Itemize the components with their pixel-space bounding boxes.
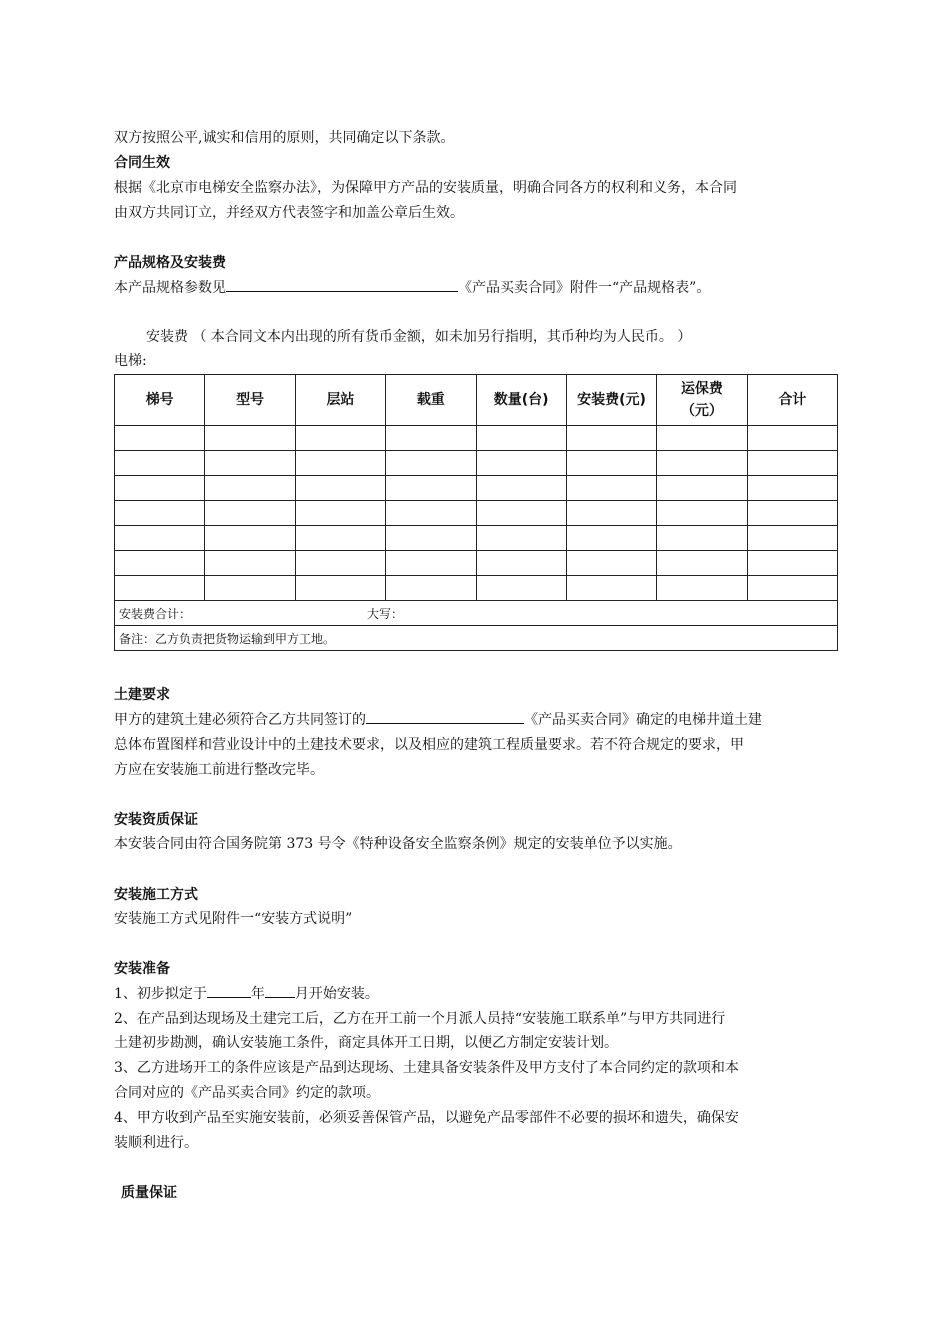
table-cell[interactable] bbox=[747, 501, 837, 526]
elevator-label: 电梯: bbox=[114, 353, 147, 369]
table-row bbox=[115, 551, 838, 576]
header-text: 数量(台) bbox=[493, 392, 549, 408]
table-cell[interactable] bbox=[205, 451, 295, 476]
qualification-line-1: 本安装合同由符合国务院第 373 号令《特种设备安全监察条例》规定的安装单位予以实施。 bbox=[114, 836, 682, 852]
header-text: 合计 bbox=[778, 392, 807, 408]
table-cell[interactable] bbox=[476, 526, 566, 551]
col-header-elevator-no bbox=[115, 375, 205, 426]
table-cell[interactable] bbox=[295, 426, 385, 451]
table-cell[interactable] bbox=[386, 426, 476, 451]
table-cell[interactable] bbox=[747, 476, 837, 501]
prep-item-2-line-2: 土建初步勘测，确认安装施工条件，商定具体开工日期，以便乙方制定安装计划。 bbox=[114, 1035, 618, 1051]
table-cell[interactable] bbox=[295, 526, 385, 551]
table-cell[interactable] bbox=[657, 576, 747, 601]
table-cell[interactable] bbox=[657, 526, 747, 551]
installation-fee-table bbox=[114, 374, 838, 651]
section-title-qualification: 安装资质保证 bbox=[114, 812, 198, 828]
prep-item-1-suffix: 月开始安装。 bbox=[294, 986, 379, 1002]
table-cell[interactable] bbox=[115, 451, 205, 476]
header-text: 载重 bbox=[416, 392, 445, 408]
table-row bbox=[115, 526, 838, 551]
table-cell[interactable] bbox=[115, 526, 205, 551]
table-cell[interactable] bbox=[295, 451, 385, 476]
table-cell[interactable] bbox=[386, 476, 476, 501]
table-cell[interactable] bbox=[747, 551, 837, 576]
table-row bbox=[115, 451, 838, 476]
table-cell[interactable] bbox=[295, 501, 385, 526]
civil-prefix: 甲方的建筑土建必须符合乙方共同签订的 bbox=[114, 712, 366, 728]
col-header-floors bbox=[295, 375, 385, 426]
table-cell[interactable] bbox=[476, 451, 566, 476]
table-cell[interactable] bbox=[476, 476, 566, 501]
table-cell[interactable] bbox=[566, 551, 656, 576]
table-cell[interactable] bbox=[476, 576, 566, 601]
table-cell[interactable] bbox=[386, 526, 476, 551]
table-cell[interactable] bbox=[747, 451, 837, 476]
section-title-spec-fee: 产品规格及安装费 bbox=[114, 255, 226, 271]
section-title-install-method: 安装施工方式 bbox=[114, 887, 198, 903]
table-cell[interactable] bbox=[566, 426, 656, 451]
table-cell[interactable] bbox=[386, 501, 476, 526]
table-cell[interactable] bbox=[657, 501, 747, 526]
table-cell[interactable] bbox=[115, 551, 205, 576]
table-cell[interactable] bbox=[205, 426, 295, 451]
col-header-transport-fee bbox=[657, 375, 747, 426]
intro-paragraph: 双方按照公平,诚实和信用的原则，共同确定以下条款。 bbox=[114, 130, 455, 146]
col-header-model bbox=[205, 375, 295, 426]
col-header-total bbox=[747, 375, 837, 426]
table-cell[interactable] bbox=[115, 426, 205, 451]
header-text: 运保费 bbox=[680, 381, 723, 397]
prep-item-2-line-1: 2、在产品到达现场及土建完工后，乙方在开工前一个月派人员持“安装施工联系单”与甲方共同进行 bbox=[114, 1011, 726, 1027]
header-text: 层站 bbox=[326, 392, 355, 408]
table-row bbox=[115, 426, 838, 451]
table-row bbox=[115, 476, 838, 501]
table-cell[interactable] bbox=[205, 551, 295, 576]
table-cell[interactable] bbox=[115, 501, 205, 526]
year-blank-field[interactable] bbox=[207, 982, 251, 998]
table-header-row bbox=[115, 375, 838, 426]
prep-item-4-line-2: 装顺利进行。 bbox=[114, 1135, 198, 1151]
spec-suffix: 《产品买卖合同》附件一“产品规格表”。 bbox=[458, 280, 711, 296]
civil-works-line-3: 方应在安装施工前进行整改完毕。 bbox=[114, 762, 324, 778]
table-cell[interactable] bbox=[476, 551, 566, 576]
contract-effect-line-2: 由双方共同订立，并经双方代表签字和加盖公章后生效。 bbox=[114, 205, 464, 221]
header-text: 安装费(元) bbox=[577, 392, 646, 408]
total-cell bbox=[115, 601, 838, 626]
contract-effect-line-1: 根据《北京市电梯安全监察办法》，为保障甲方产品的安装质量，明确合同各方的权利和义务，本合同 bbox=[114, 180, 737, 196]
table-cell[interactable] bbox=[657, 426, 747, 451]
table-cell[interactable] bbox=[115, 576, 205, 601]
table-body bbox=[115, 426, 838, 601]
table-cell[interactable] bbox=[657, 476, 747, 501]
table-cell[interactable] bbox=[747, 526, 837, 551]
capital-label: 大写： bbox=[367, 606, 404, 621]
table-cell[interactable] bbox=[566, 476, 656, 501]
col-header-install-fee bbox=[566, 375, 656, 426]
spec-blank-field[interactable] bbox=[226, 276, 458, 292]
table-cell[interactable] bbox=[386, 551, 476, 576]
header-text: 梯号 bbox=[145, 392, 174, 408]
table-cell[interactable] bbox=[205, 526, 295, 551]
header-text: （元） bbox=[680, 403, 723, 419]
table-row bbox=[115, 501, 838, 526]
fee-currency-note: 安装费 （ 本合同文本内出现的所有货币金额，如未加另行指明，其币种均为人民币。 ） bbox=[146, 329, 692, 345]
section-title-civil-works: 土建要求 bbox=[114, 687, 170, 703]
month-blank-field[interactable] bbox=[265, 982, 295, 998]
table-cell[interactable] bbox=[205, 476, 295, 501]
header-text: 型号 bbox=[236, 392, 265, 408]
table-cell[interactable] bbox=[476, 501, 566, 526]
table-cell[interactable] bbox=[295, 551, 385, 576]
prep-item-3-line-2: 合同对应的《产品买卖合同》约定的款项。 bbox=[114, 1085, 380, 1101]
table-cell[interactable] bbox=[386, 576, 476, 601]
section-title-quality: 质量保证 bbox=[121, 1185, 177, 1201]
prep-item-4-line-1: 4、甲方收到产品至实施安装前，必须妥善保管产品，以避免产品零部件不必要的损坏和遗失，确保安 bbox=[114, 1110, 739, 1126]
table-remark-row bbox=[115, 626, 838, 651]
table-cell[interactable] bbox=[566, 501, 656, 526]
prep-item-1-prefix: 1、初步拟定于 bbox=[114, 986, 207, 1002]
table-cell[interactable] bbox=[657, 551, 747, 576]
table-cell[interactable] bbox=[476, 426, 566, 451]
table-total-row bbox=[115, 601, 838, 626]
table-cell[interactable] bbox=[386, 451, 476, 476]
table-cell[interactable] bbox=[566, 451, 656, 476]
section-title-contract-effect: 合同生效 bbox=[114, 155, 170, 171]
spec-prefix: 本产品规格参数见 bbox=[114, 280, 226, 296]
table-cell[interactable] bbox=[566, 576, 656, 601]
table-cell[interactable] bbox=[205, 501, 295, 526]
table-row bbox=[115, 576, 838, 601]
remark-cell: 备注：乙方负责把货物运输到甲方工地。 bbox=[115, 626, 838, 651]
table-cell[interactable] bbox=[657, 451, 747, 476]
prep-item-1 bbox=[114, 982, 379, 1006]
col-header-load bbox=[386, 375, 476, 426]
table-cell[interactable] bbox=[747, 426, 837, 451]
table-cell[interactable] bbox=[566, 526, 656, 551]
table-cell[interactable] bbox=[205, 576, 295, 601]
total-label: 安装费合计： bbox=[119, 606, 192, 621]
spec-reference-line bbox=[114, 276, 710, 300]
prep-item-3-line-1: 3、乙方进场开工的条件应该是产品到达现场、土建具备安装条件及甲方支付了本合同约定的款项和本 bbox=[114, 1060, 739, 1076]
prep-item-1-year: 年 bbox=[250, 986, 265, 1002]
col-header-quantity bbox=[476, 375, 566, 426]
install-method-line-1: 安装施工方式见附件一“安装方式说明” bbox=[114, 911, 353, 927]
table-cell[interactable] bbox=[115, 476, 205, 501]
civil-works-line-2: 总体布置图样和营业设计中的土建技术要求，以及相应的建筑工程质量要求。若不符合规定的要求，甲 bbox=[114, 737, 744, 753]
table-cell[interactable] bbox=[747, 576, 837, 601]
table-cell[interactable] bbox=[295, 576, 385, 601]
civil-suffix: 《产品买卖合同》确定的电梯井道土建 bbox=[524, 712, 762, 728]
table-cell[interactable] bbox=[295, 476, 385, 501]
section-title-install-prep: 安装准备 bbox=[114, 961, 170, 977]
civil-blank-field[interactable] bbox=[366, 708, 524, 724]
civil-works-line-1 bbox=[114, 708, 762, 732]
